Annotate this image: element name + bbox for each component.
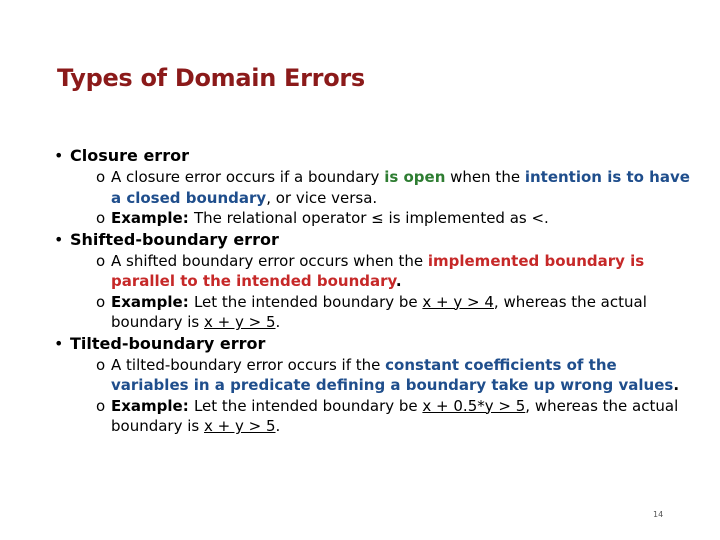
slide-content	[54, 145, 694, 437]
circle-marker-icon: o	[96, 396, 106, 415]
circle-marker-icon: o	[96, 355, 106, 374]
text-run: The relational operator ≤ is implemented as <.	[193, 209, 549, 227]
formula-intended: x + 0.5*y > 5	[422, 396, 526, 415]
example-label: Example:	[111, 209, 194, 227]
sub-item-tilted-definition	[68, 355, 694, 396]
example-label: Example:	[111, 396, 194, 415]
circle-marker-icon: o	[96, 209, 106, 227]
bullet-shifted-boundary-error	[54, 229, 694, 251]
text-run: Let the intended boundary be	[193, 396, 423, 415]
formula-intended: x + y > 4	[422, 292, 494, 311]
circle-marker-icon: o	[96, 168, 106, 186]
text-run: .	[275, 313, 281, 331]
circle-marker-icon: o	[96, 251, 106, 270]
sub-item-shifted-example	[68, 292, 694, 333]
sub-item-shifted-definition	[68, 251, 694, 292]
sub-item-closure-example	[68, 208, 694, 229]
text-run: , whereas the actual boundary is	[111, 292, 647, 331]
formula-actual: x + y > 5	[204, 313, 276, 331]
bullet-heading: Shifted-boundary error	[70, 229, 279, 249]
bullet-tilted-boundary-error	[54, 333, 694, 355]
formula-actual: x + y > 5	[204, 417, 276, 435]
text-run: A shifted boundary error occurs when the	[111, 251, 428, 270]
bullet-heading: Tilted-boundary error	[70, 333, 266, 353]
bullet-dot-icon: •	[54, 333, 64, 353]
text-run: .	[673, 376, 680, 394]
text-run: .	[395, 272, 402, 290]
bullet-dot-icon: •	[54, 229, 64, 249]
text-run: , or vice versa.	[266, 188, 378, 207]
highlight-intention: intention is to have a closed boundary	[111, 168, 690, 207]
text-run: A closure error occurs if a boundary	[111, 168, 385, 186]
text-run: A tilted-boundary error occurs if the	[111, 355, 386, 374]
slide-title: Types of Domain Errors	[57, 64, 365, 92]
bullet-closure-error	[54, 145, 694, 167]
example-label: Example:	[111, 292, 194, 311]
highlight-parallel: implemented boundary is parallel to the intended boundary	[111, 251, 645, 290]
sub-item-tilted-example	[68, 396, 694, 437]
text-run: .	[275, 417, 281, 435]
text-run: , whereas the actual boundary is	[111, 396, 679, 435]
highlight-coefficients: constant coefficients of the variables in a predicate defining a boundary take up wrong values	[111, 355, 674, 394]
bullet-heading: Closure error	[70, 146, 189, 165]
page-number: 14	[653, 510, 664, 519]
highlight-is-open: is open	[384, 168, 446, 186]
circle-marker-icon: o	[96, 292, 106, 311]
text-run: Let the intended boundary be	[193, 292, 423, 311]
sub-item-closure-definition	[68, 167, 694, 208]
bullet-dot-icon: •	[54, 146, 64, 165]
text-run: when the	[445, 168, 525, 186]
